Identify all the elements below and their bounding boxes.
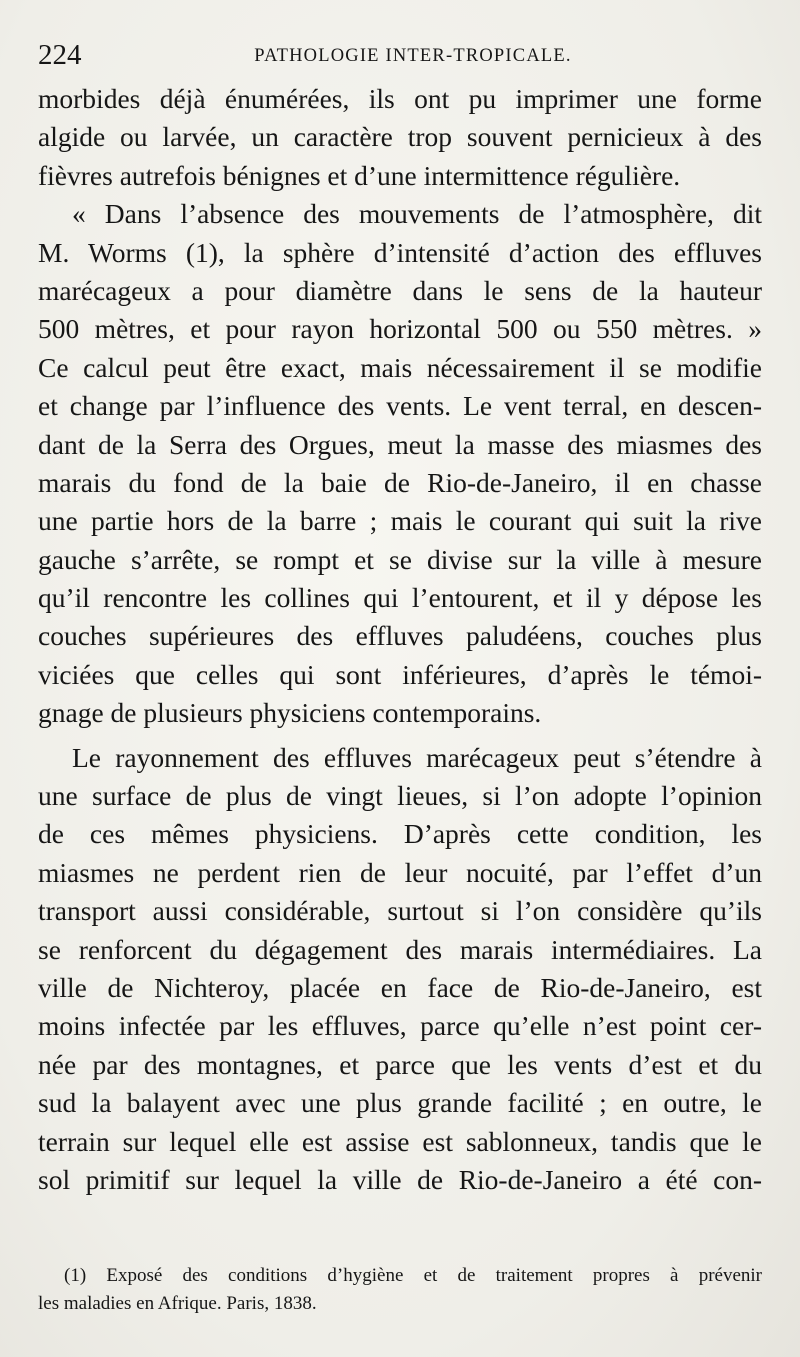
text-line: Le rayonnement des effluves marécageux peut s’étendre à	[72, 741, 762, 773]
footnote-line: les maladies en Afrique. Paris, 1838.	[38, 1293, 317, 1314]
text-line: fièvres autrefois bénignes et d’une intermittence régulière.	[38, 159, 681, 191]
text-line: terrain sur lequel elle est assise est sablonneux, tandis que le	[38, 1125, 762, 1157]
text-line: M. Worms (1), la sphère d’intensité d’action des effluves	[38, 236, 762, 268]
text-line: miasmes ne perdent rien de leur nocuité, par l’effet d’un	[38, 856, 762, 888]
text-line: Ce calcul peut être exact, mais nécessairement il se modifie	[38, 351, 762, 383]
text-line: morbides déjà énumérées, ils ont pu imprimer une forme	[38, 83, 762, 114]
text-line: née par des montagnes, et parce que les vents d’est et du	[38, 1048, 762, 1080]
text-line: gnage de plusieurs physiciens contemporains.	[38, 697, 542, 729]
text-line: couches supérieures des effluves paludéens, couches plus	[38, 620, 762, 652]
text-line: viciées que celles qui sont inférieures, d’après le témoi-	[38, 658, 762, 690]
text-line: transport aussi considérable, surtout si l’on considère qu’ils	[38, 895, 762, 927]
text-line: sol primitif sur lequel la ville de Rio-de-Janeiro a été con-	[38, 1163, 762, 1195]
text-line: une partie hors de la barre ; mais le courant qui suit la rive	[38, 505, 762, 537]
text-line: une surface de plus de vingt lieues, si l’on adopte l’opinion	[38, 780, 762, 812]
text-line: ville de Nichteroy, placée en face de Rio-de-Janeiro, est	[38, 971, 762, 1003]
page-number: 224	[38, 39, 82, 71]
text-line: de ces mêmes physiciens. D’après cette condition, les	[38, 818, 762, 850]
text-line: 500 mètres, et pour rayon horizontal 500 ou 550 mètres. »	[38, 313, 762, 345]
footnote	[38, 1262, 762, 1318]
text-line: sud la balayent avec une plus grande facilité ; en outre, le	[38, 1087, 762, 1119]
text-line: algide ou larvée, un caractère trop souvent pernicieux à des	[38, 121, 762, 153]
text-line: marécageux a pour diamètre dans le sens de la hauteur	[38, 274, 762, 306]
text-line: gauche s’arrête, se rompt et se divise sur la ville à mesure	[38, 543, 762, 575]
footnote-line: (1) Exposé des conditions d’hygiène et de traitement propres à prévenir	[64, 1265, 762, 1286]
body-text	[38, 80, 762, 1199]
text-line: moins infectée par les effluves, parce qu’elle n’est point cer-	[38, 1010, 762, 1042]
text-line: dant de la Serra des Orgues, meut la masse des miasmes des	[38, 428, 762, 460]
page-header	[38, 38, 762, 78]
text-line: se renforcent du dégagement des marais intermédiaires. La	[38, 933, 762, 965]
text-line: qu’il rencontre les collines qui l’entourent, et il y dépose les	[38, 582, 762, 614]
text-line: et change par l’influence des vents. Le vent terral, en descen-	[38, 390, 762, 422]
text-line: marais du fond de la baie de Rio-de-Janeiro, il en chasse	[38, 466, 762, 498]
running-title: PATHOLOGIE INTER-TROPICALE.	[254, 46, 572, 66]
text-line: « Dans l’absence des mouvements de l’atmosphère, dit	[72, 198, 762, 230]
